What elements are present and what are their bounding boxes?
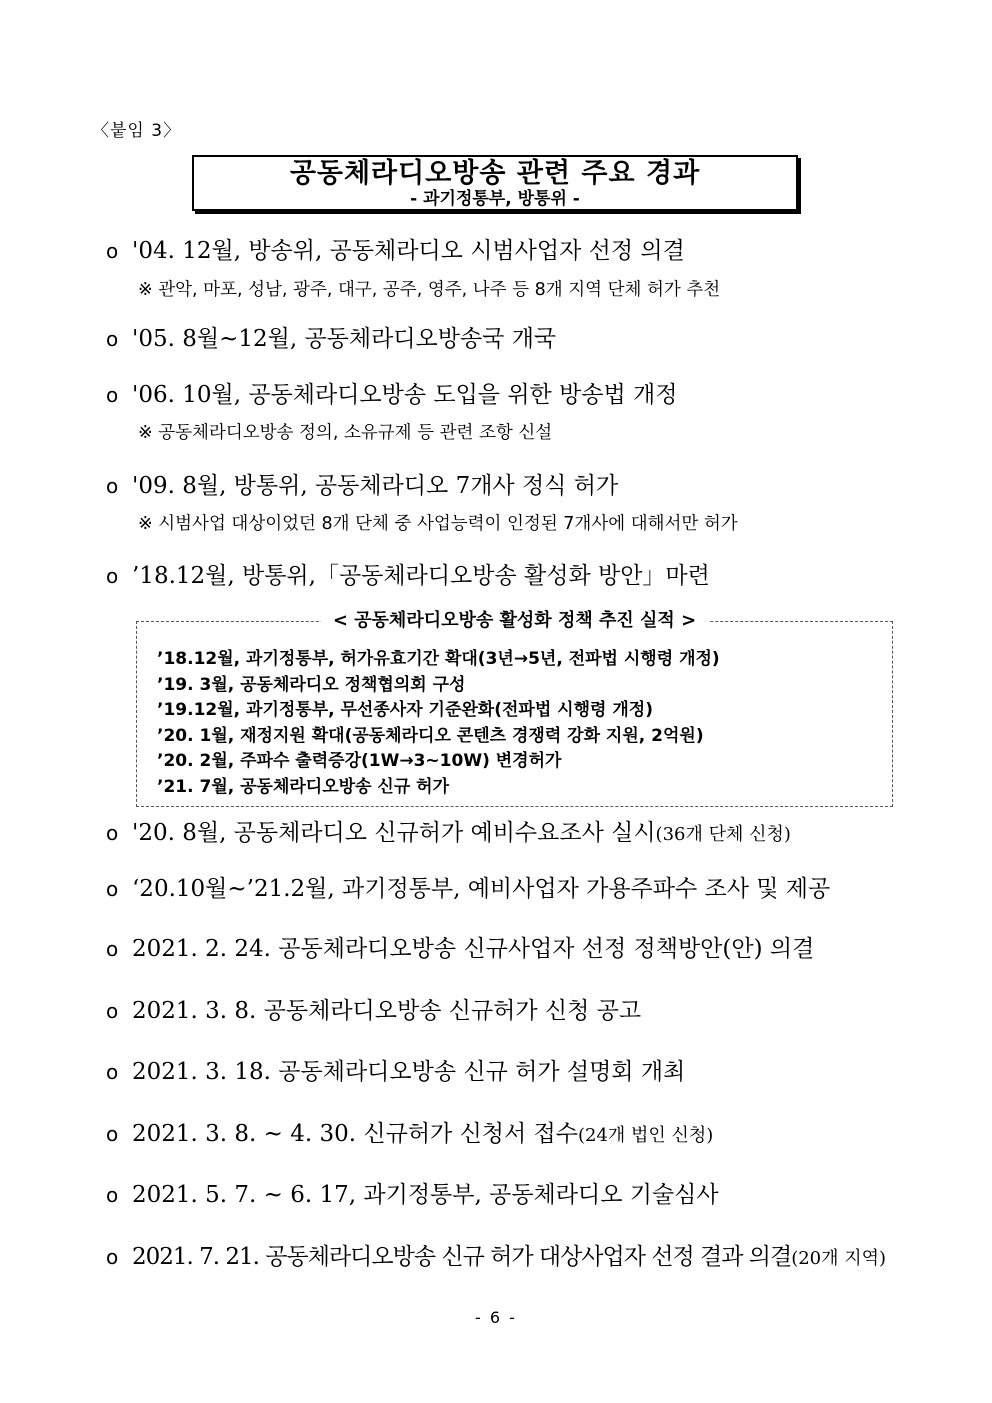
bullet: o <box>106 937 119 961</box>
timeline-item <box>106 1180 906 1210</box>
timeline-item <box>106 996 906 1026</box>
bullet: o <box>106 1245 119 1269</box>
bullet: o <box>106 821 119 845</box>
item-suffix: (24개 법인 신청) <box>577 1125 714 1146</box>
item-text: 2021. 3. 18. 공동체라디오방송 신규 허가 설명회 개최 <box>132 1059 686 1085</box>
item-text: '20. 8월, 공동체라디오 신규허가 예비수요조사 실시 <box>132 820 656 846</box>
page-number: - 6 - <box>475 1308 517 1327</box>
policy-list <box>157 647 720 800</box>
bullet: o <box>106 327 119 351</box>
policy-line: ’20. 1월, 재정지원 확대(공동체라디오 콘텐츠 경쟁력 강화 지원, 2억원) <box>157 725 704 746</box>
bullet: o <box>106 877 119 901</box>
timeline-item <box>106 471 906 501</box>
item-text: 2021. 3. 8. ~ 4. 30. 신규허가 신청서 접수 <box>132 1121 578 1147</box>
timeline-item <box>106 1242 906 1274</box>
title-box <box>192 155 798 211</box>
bullet: o <box>106 383 119 407</box>
item-note: ※ 관악, 마포, 성남, 광주, 대구, 공주, 영주, 나주 등 8개 지역 단체 허가 추천 <box>138 280 721 300</box>
timeline-item <box>106 380 906 410</box>
item-text: 2021. 3. 8. 공동체라디오방송 신규허가 신청 공고 <box>132 998 642 1024</box>
timeline-item <box>106 561 906 591</box>
item-text: '09. 8월, 방통위, 공동체라디오 7개사 정식 허가 <box>132 473 619 499</box>
policy-line: ’18.12월, 과기정통부, 허가유효기간 확대(3년→5년, 전파법 시행령 개정) <box>157 649 720 669</box>
timeline-item <box>106 874 906 904</box>
bullet: o <box>106 239 119 263</box>
item-text: '05. 8월~12월, 공동체라디오방송국 개국 <box>132 326 557 352</box>
timeline-item <box>106 1119 906 1151</box>
bullet: o <box>106 999 119 1023</box>
policy-achievements-box <box>136 610 893 807</box>
timeline-item <box>106 934 906 964</box>
timeline-item <box>106 236 906 266</box>
item-text: ‘20.10월~’21.2월, 과기정통부, 예비사업자 가용주파수 조사 및 제공 <box>132 876 831 902</box>
policy-line: ’21. 7월, 공동체라디오방송 신규 허가 <box>157 776 450 797</box>
policy-box-title: < 공동체라디오방송 활성화 정책 추진 실적 > <box>321 610 708 631</box>
timeline-item <box>106 1057 906 1087</box>
page-subtitle: - 과기정통부, 방통위 - <box>410 189 580 209</box>
bullet: o <box>106 1122 119 1146</box>
item-text: ’18.12월, 방통위,「공동체라디오방송 활성화 방안」마련 <box>132 563 710 589</box>
timeline-item <box>106 818 906 850</box>
page-title: 공동체라디오방송 관련 주요 경과 <box>289 158 701 189</box>
bullet: o <box>106 1183 119 1207</box>
item-text: 2021. 2. 24. 공동체라디오방송 신규사업자 선정 정책방안(안) 의결 <box>132 936 815 962</box>
item-suffix: (20개 지역) <box>791 1248 887 1269</box>
item-text: '06. 10월, 공동체라디오방송 도입을 위한 방송법 개정 <box>132 382 678 408</box>
item-text: 2021. 5. 7. ~ 6. 17, 과기정통부, 공동체라디오 기술심사 <box>132 1182 719 1208</box>
policy-line: ’19.12월, 과기정통부, 무선종사자 기준완화(전파법 시행령 개정) <box>157 700 653 720</box>
item-note: ※ 공동체라디오방송 정의, 소유규제 등 관련 조항 신설 <box>138 423 553 443</box>
bullet: o <box>106 1060 119 1084</box>
policy-line: ’19. 3월, 공동체라디오 정책협의회 구성 <box>157 674 466 695</box>
item-text: '04. 12월, 방송위, 공동체라디오 시범사업자 선정 의결 <box>132 238 685 264</box>
bullet: o <box>106 474 119 498</box>
item-suffix: (36개 단체 신청) <box>655 824 791 845</box>
bullet: o <box>106 564 119 588</box>
timeline-item <box>106 324 906 354</box>
item-note: ※ 시범사업 대상이었던 8개 단체 중 사업능력이 인정된 7개사에 대해서만 허가 <box>138 514 738 534</box>
attachment-label: 〈붙임 3〉 <box>92 121 182 141</box>
policy-line: ’20. 2월, 주파수 출력증강(1W→3~10W) 변경허가 <box>157 751 562 771</box>
item-text: 2021. 7. 21. 공동체라디오방송 신규 허가 대상사업자 선정 결과 의결 <box>132 1244 792 1270</box>
